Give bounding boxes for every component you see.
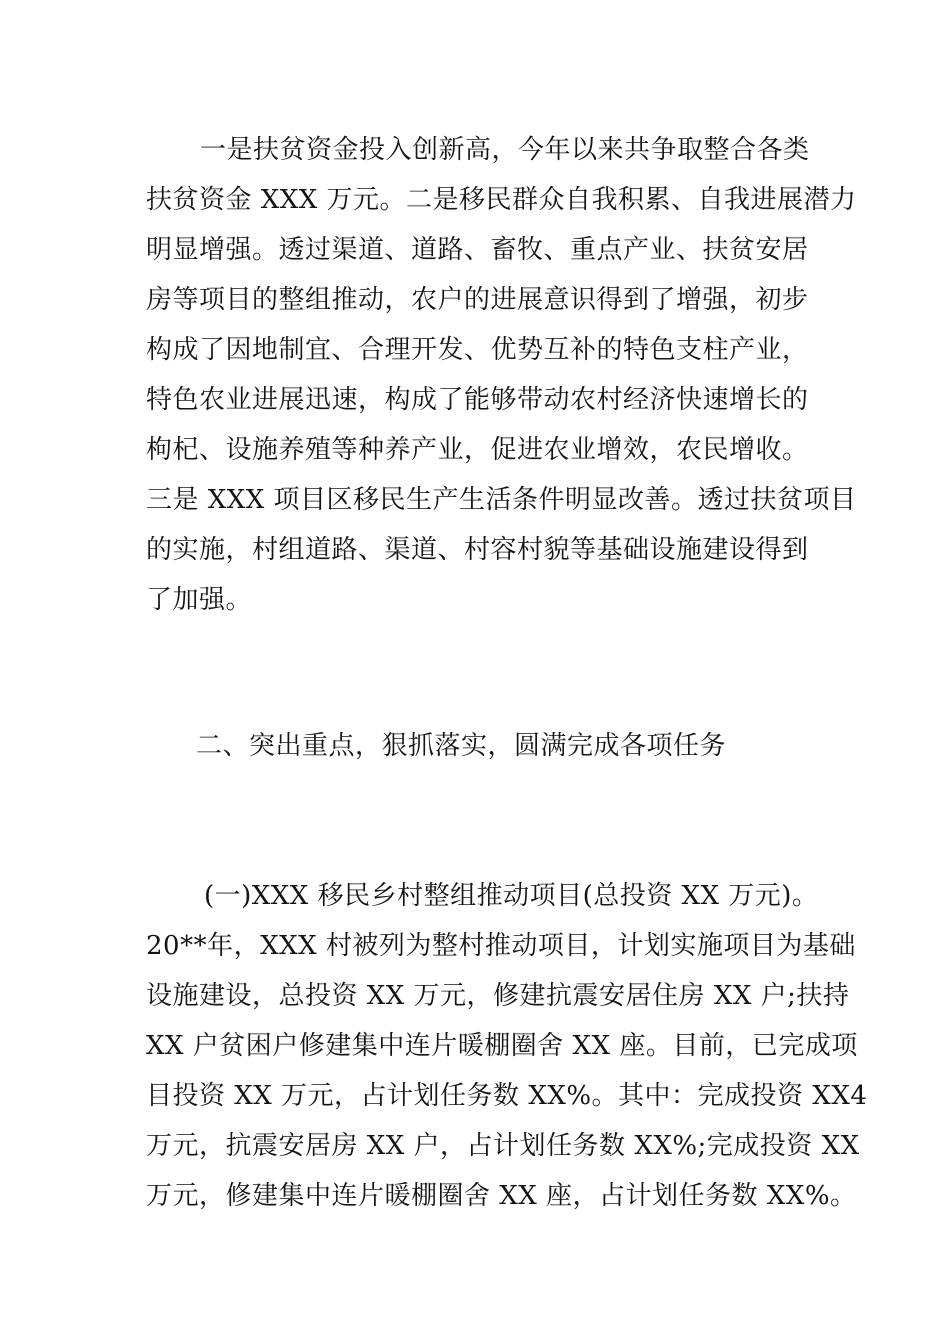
- text-line: 的实施，村组道路、渠道、村容村貌等基础设施建设得到: [146, 535, 809, 565]
- text-line: 构成了因地制宜、合理开发、优势互补的特色支柱产业，: [146, 335, 809, 365]
- text-line: 目投资 XX 万元，占计划任务数 XX%。其中：完成投资 XX4: [146, 1081, 868, 1111]
- text-line: 枸杞、设施养殖等种养产业，促进农业增效，农民增收。: [146, 435, 809, 465]
- text-line: 了加强。: [146, 585, 253, 615]
- text-line: 万元，修建集中连片暖棚圈舍 XX 座，占计划任务数 XX%。: [146, 1181, 857, 1211]
- text-line: 扶贫资金 XXX 万元。二是移民群众自我积累、自我进展潜力: [146, 185, 857, 215]
- text-line: 房等项目的整组推动，农户的进展意识得到了增强，初步: [146, 285, 809, 315]
- text-line: 一是扶贫资金投入创新高，今年以来共争取整合各类: [200, 135, 810, 165]
- section-heading: 二、突出重点，狠抓落实，圆满完成各项任务: [196, 731, 727, 761]
- text-line: XX 户贫困户修建集中连片暖棚圈舍 XX 座。目前，已完成项: [146, 1031, 858, 1061]
- text-line: (一)XXX 移民乡村整组推动项目(总投资 XX 万元)。: [204, 881, 819, 911]
- text-line: 万元，抗震安居房 XX 户，占计划任务数 XX%;完成投资 XX: [146, 1131, 860, 1161]
- text-line: 特色农业进展迅速，构成了能够带动农村经济快速增长的: [146, 385, 809, 415]
- text-line: 三是 XXX 项目区移民生产生活条件明显改善。透过扶贫项目: [146, 485, 857, 515]
- text-line: 设施建设，总投资 XX 万元，修建抗震安居住房 XX 户;扶持: [146, 981, 850, 1011]
- text-line: 20**年，XXX 村被列为整村推动项目，计划实施项目为基础: [146, 931, 856, 961]
- text-line: 明显增强。透过渠道、道路、畜牧、重点产业、扶贫安居: [146, 235, 809, 265]
